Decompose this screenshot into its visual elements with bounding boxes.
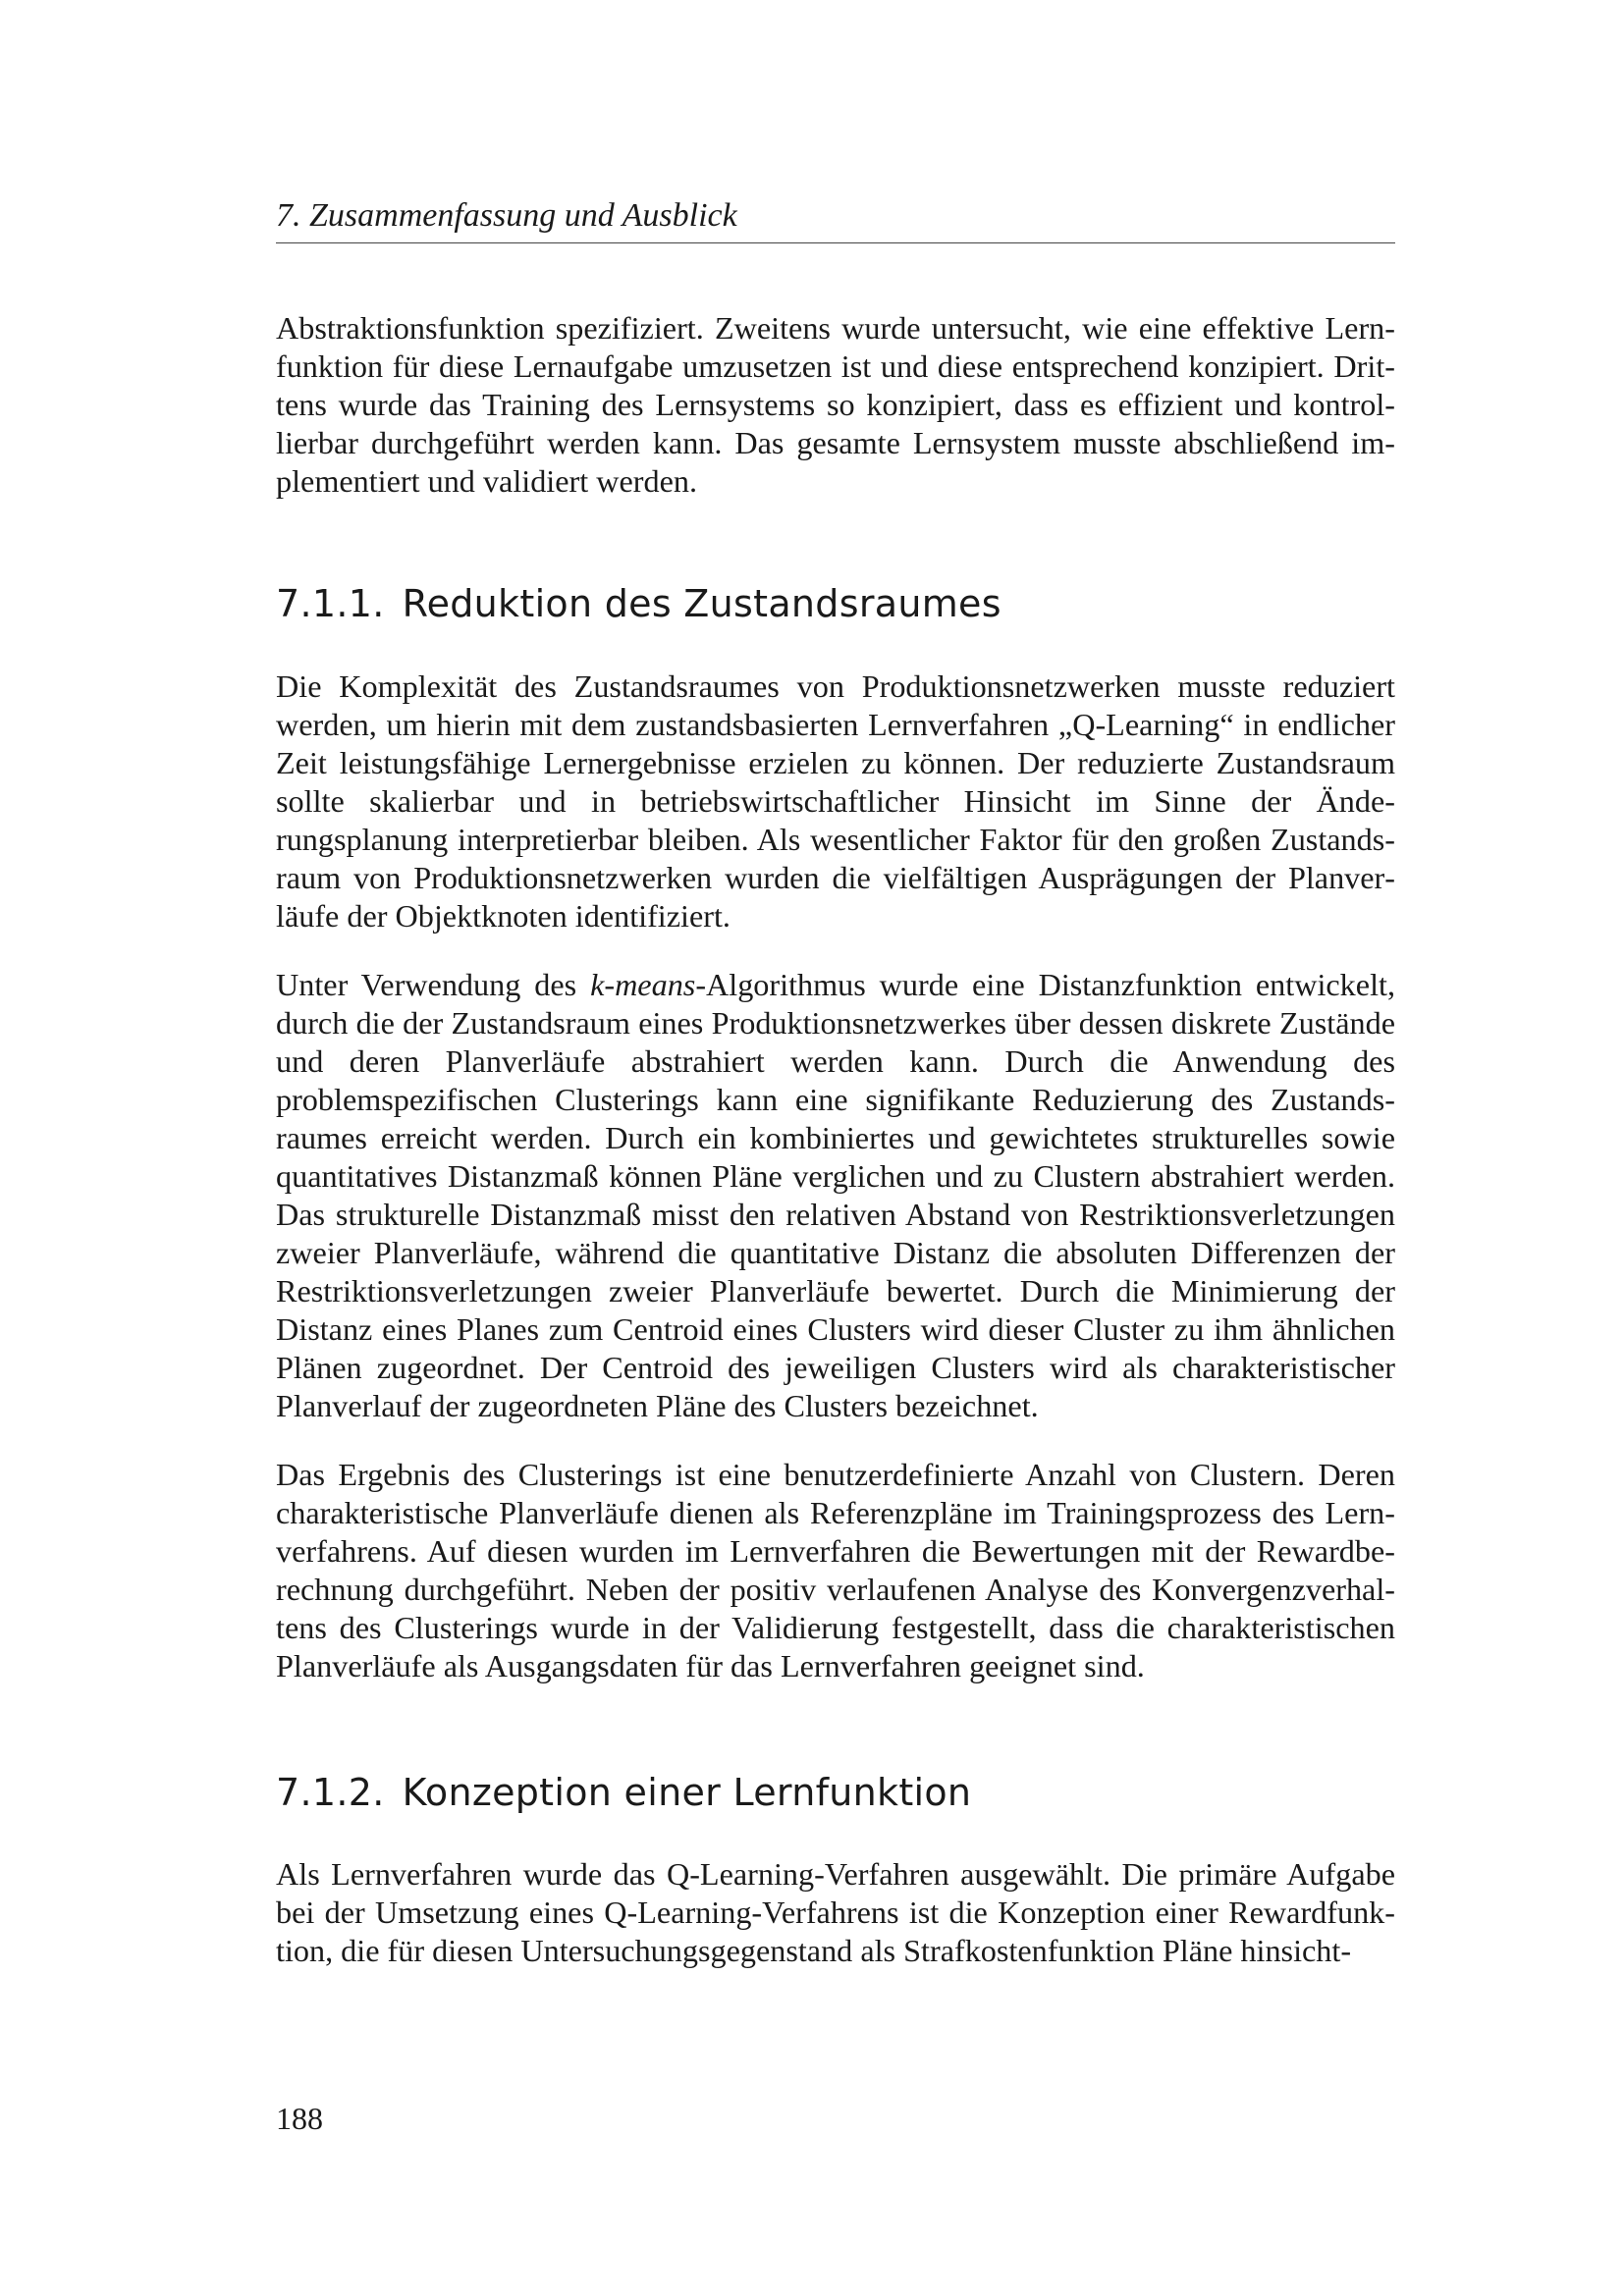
running-header-title: 7. Zusammenfassung und Ausblick (276, 197, 737, 234)
section-2-paragraph-1: Als Lernverfahren wurde das Q-Learning-Verfahren ausgewählt. Die primäre Aufgabe bei der Umsetzung eines Q-Learning-Verfahrens ist die Konzeption einer Rewardfunktion, die für diesen Untersuchungsgegenstand als Strafkostenfunktion Pläne hinsicht- (276, 1856, 1395, 1968)
section-title: Konzeption einer Lernfunktion (402, 1771, 972, 1814)
section-1-paragraph-3: Das Ergebnis des Clusterings ist eine benutzerdefinierte Anzahl von Clustern. Deren charakteristische Planverläufe dienen als Referenzpläne im Trainingsprozess des Lernverfahrens. Auf diesen wurden im Lernverfahren die Bewertungen mit der Rewardberechnung durchgeführt. Neben der positiv verlaufenen Analyse des Konvergenzverhaltens des Clusterings wurde in der Validierung festgestellt, dass die charakteristischen Planverläufe als Ausgangsdaten für das Lernverfahren geeignet sind. (276, 1457, 1395, 1683)
paragraph-text: -Algorithmus wurde eine Distanzfunktion entwickelt, durch die der Zustandsraum eines Produktionsnetzwerkes über dessen diskrete Zustände und deren Planverläufe abstrahiert werden kann. Durch die Anwendung des problemspezifischen Clusterings kann eine signifikante Reduzierung des Zustandsraumes erreicht werden. Durch ein kombiniertes und gewichtetes strukturelles sowie quantitatives Distanzmaß können Pläne verglichen und zu Clustern abstrahiert werden. Das strukturelle Distanzmaß misst den relativen Abstand von Restriktionsverletzungen zweier Planverläufe, während die quantitative Distanz die absoluten Differenzen der Restriktionsverletzungen zweier Planverläufe bewertet. Durch die Minimierung der Distanz eines Planes zum Centroid eines Clusters wird dieser Cluster zu ihm ähnlichen Plänen zugeordnet. Der Centroid des jeweiligen Clusters wird als charakteristischer Planverlauf der zugeordneten Pläne des Clusters bezeichnet. (276, 967, 1395, 1423)
section-number: 7.1.1. (276, 582, 385, 625)
intro-paragraph: Abstraktionsfunktion spezifiziert. Zweitens wurde untersucht, wie eine effektive Lernfunktion für diese Lernaufgabe umzusetzen ist und diese entsprechend konzipiert. Drittens wurde das Training des Lernsystems so konzipiert, dass es effizient und kontrollierbar durchgeführt werden kann. Das gesamte Lernsystem musste abschließend implementiert und validiert werden. (276, 310, 1395, 499)
document-page (276, 0, 1395, 2296)
emphasized-term: k-means (590, 967, 696, 1002)
section-title: Reduktion des Zustandsraumes (402, 582, 1001, 625)
section-heading-7-1-2 (276, 1769, 1395, 1816)
section-number: 7.1.2. (276, 1771, 385, 1814)
section-heading-7-1-1 (276, 580, 1395, 627)
paragraph-text: Unter Verwendung des (276, 967, 591, 1002)
section-1-paragraph-1: Die Komplexität des Zustandsraumes von Produktionsnetzwerken musste reduziert werden, um hierin mit dem zustandsbasierten Lernverfahren „Q-Learning“ in endlicher Zeit leistungsfähige Lernergebnisse erzielen zu können. Der reduzierte Zustandsraum sollte skalierbar und in betriebswirtschaftlicher Hinsicht im Sinne der Änderungsplanung interpretierbar bleiben. Als wesentlicher Faktor für den großen Zustandsraum von Produktionsnetzwerken wurden die vielfältigen Ausprägungen der Planverläufe der Objektknoten identifiziert. (276, 668, 1395, 934)
running-header (276, 193, 1395, 243)
page-number: 188 (276, 2101, 323, 2136)
section-1-paragraph-2 (276, 966, 1395, 1425)
